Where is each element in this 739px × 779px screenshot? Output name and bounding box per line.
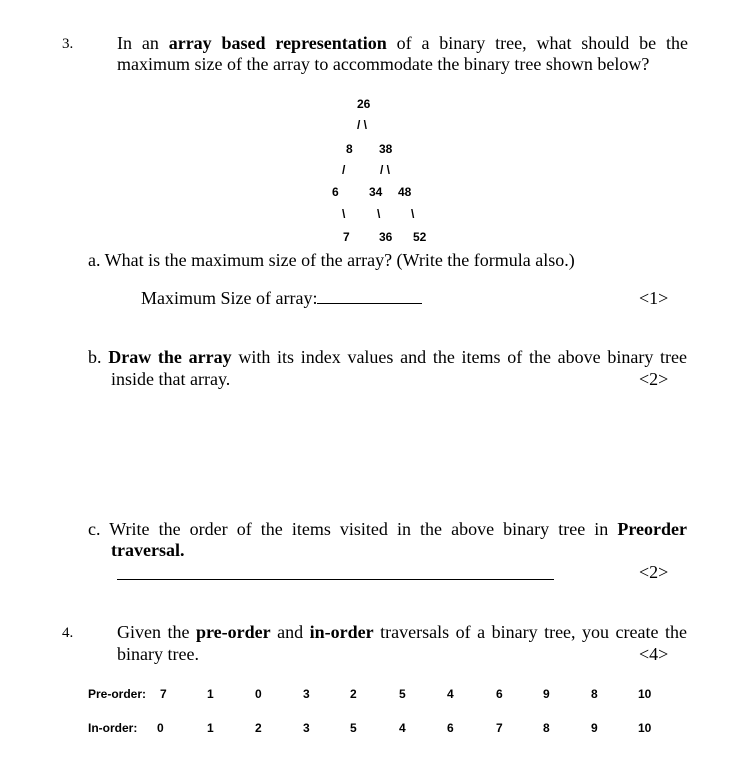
- preorder-value: 2: [350, 687, 357, 701]
- q4-bold-preorder: pre-order: [196, 622, 271, 642]
- tree-edge-6: \: [342, 207, 346, 221]
- inorder-value: 4: [399, 721, 406, 735]
- inorder-value: 9: [591, 721, 598, 735]
- question-4-number: 4.: [62, 625, 74, 641]
- preorder-value: 3: [303, 687, 310, 701]
- tree-edge-48: \: [411, 207, 415, 221]
- preorder-value: 4: [447, 687, 454, 701]
- question-3-number: 3.: [62, 36, 74, 52]
- preorder-value: 1: [207, 687, 214, 701]
- q4-text-c: and: [270, 622, 310, 642]
- inorder-value: 1: [207, 721, 214, 735]
- inorder-value: 5: [350, 721, 357, 735]
- tree-node-7: 7: [343, 230, 350, 244]
- part-a-answer-line: [141, 288, 422, 309]
- question-4-marks: <4>: [639, 644, 669, 664]
- tree-edge-8: /: [342, 163, 346, 177]
- tree-node-36: 36: [379, 230, 393, 244]
- preorder-value: 10: [638, 687, 652, 701]
- part-b-rest: with its index values and the items of the above binary tree: [231, 347, 688, 367]
- q4-text-e: traversals of a binary tree, you create the: [373, 622, 687, 642]
- preorder-value: 6: [496, 687, 503, 701]
- tree-edges-26: / \: [357, 118, 368, 132]
- preorder-value: 0: [255, 687, 262, 701]
- inorder-value: 7: [496, 721, 503, 735]
- inorder-value: 0: [157, 721, 164, 735]
- tree-node-6: 6: [332, 185, 339, 199]
- tree-node-34: 34: [369, 185, 383, 199]
- inorder-value: 2: [255, 721, 262, 735]
- part-b-line-2: inside that array.: [111, 369, 231, 389]
- question-3-line-2: maximum size of the array to accommodate the binary tree shown below?: [117, 54, 650, 74]
- part-c-line-1: [88, 519, 687, 540]
- part-b-marks: <2>: [639, 369, 669, 389]
- tree-node-26: 26: [357, 97, 371, 111]
- tree-node-48: 48: [398, 185, 412, 199]
- q3-text-c: of a binary tree, what should be the: [386, 33, 688, 53]
- preorder-value: 7: [160, 687, 167, 701]
- tree-node-8: 8: [346, 142, 353, 156]
- question-4-line-2: binary tree.: [117, 644, 199, 664]
- preorder-value: 5: [399, 687, 406, 701]
- part-c-line-2: [111, 540, 184, 561]
- part-a-question: a. What is the maximum size of the array? (Write the formula also.): [88, 250, 575, 270]
- inorder-value: 3: [303, 721, 310, 735]
- q3-text-a: In an: [117, 33, 169, 53]
- preorder-label: Pre-order:: [88, 687, 147, 701]
- tree-edges-38: / \: [380, 163, 391, 177]
- tree-edge-34: \: [377, 207, 381, 221]
- part-c-bold-preorder: Preorder: [617, 519, 687, 539]
- tree-node-38: 38: [379, 142, 393, 156]
- part-b-prefix: b.: [88, 347, 109, 367]
- part-c-prefix: c. Write the order of the items visited in the above binary tree in: [88, 519, 618, 539]
- part-a-marks: <1>: [639, 288, 669, 308]
- preorder-value: 9: [543, 687, 550, 701]
- part-c-bold-traversal: traversal.: [111, 540, 185, 560]
- part-c-marks: <2>: [639, 562, 669, 582]
- inorder-value: 8: [543, 721, 550, 735]
- part-c-answer-blank[interactable]: [117, 579, 554, 580]
- inorder-value: 10: [638, 721, 652, 735]
- preorder-value: 8: [591, 687, 598, 701]
- q3-bold-array-based: array based representation: [168, 33, 387, 53]
- inorder-label: In-order:: [88, 721, 138, 735]
- q4-bold-inorder: in-order: [309, 622, 374, 642]
- inorder-value: 6: [447, 721, 454, 735]
- tree-node-52: 52: [413, 230, 427, 244]
- part-b-bold: Draw the array: [108, 347, 232, 367]
- q4-text-a: Given the: [117, 622, 196, 642]
- part-b-line-1: [88, 347, 687, 368]
- part-a-answer-blank[interactable]: [317, 288, 422, 304]
- question-3-line-1: [117, 33, 688, 54]
- question-4-line-1: [117, 622, 687, 643]
- part-a-answer-label: Maximum Size of array:: [141, 288, 318, 308]
